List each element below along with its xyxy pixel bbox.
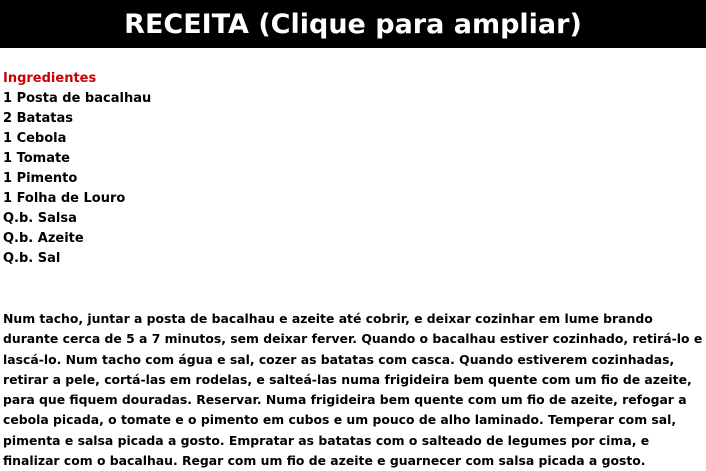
instructions-paragraph: Num tacho, juntar a posta de bacalhau e azeite até cobrir, e deixar cozinhar em lume brando durante cerca de 5 a 7 minutos, sem deixar ferver. Quando o bacalhau estiver cozinhado, retirá-lo e lascá-lo. Num tacho com água e sal, cozer as batatas com casca. Quando estiverem cozinhadas, retirar a pele, cortá-las em rodelas, e salteá-las numa frigideira bem quente com um fio de azeite, para que fiquem douradas. Reservar. Numa frigideira bem quente com um fio de azeite, refogar a cebola picada, o tomate e o pimento em cubos e um pouco de alho laminado. Temperar com sal, pimenta e salsa picada a gosto. Empratar as batatas com o salteado de legumes por cima, e finalizar com o bacalhau. Regar com um fio de azeite e guarnecer com salsa picada a gosto. — [3, 311, 703, 469]
ingredient-item: Q.b. Sal — [3, 251, 61, 266]
ingredient-item: Q.b. Azeite — [3, 231, 84, 246]
ingredients-section — [3, 69, 703, 269]
recipe-header-bar — [0, 0, 706, 48]
ingredient-item: 1 Tomate — [3, 151, 70, 166]
ingredients-list — [3, 89, 703, 269]
ingredient-item: 1 Pimento — [3, 171, 78, 186]
ingredients-heading: Ingredientes — [3, 71, 97, 86]
ingredient-item: 1 Folha de Louro — [3, 191, 126, 206]
recipe-title-link[interactable]: RECEITA (Clique para ampliar) — [124, 8, 582, 40]
ingredient-item: 1 Cebola — [3, 131, 67, 146]
ingredient-item: Q.b. Salsa — [3, 211, 77, 226]
ingredient-item: 1 Posta de bacalhau — [3, 91, 152, 106]
ingredient-item: 2 Batatas — [3, 111, 73, 126]
